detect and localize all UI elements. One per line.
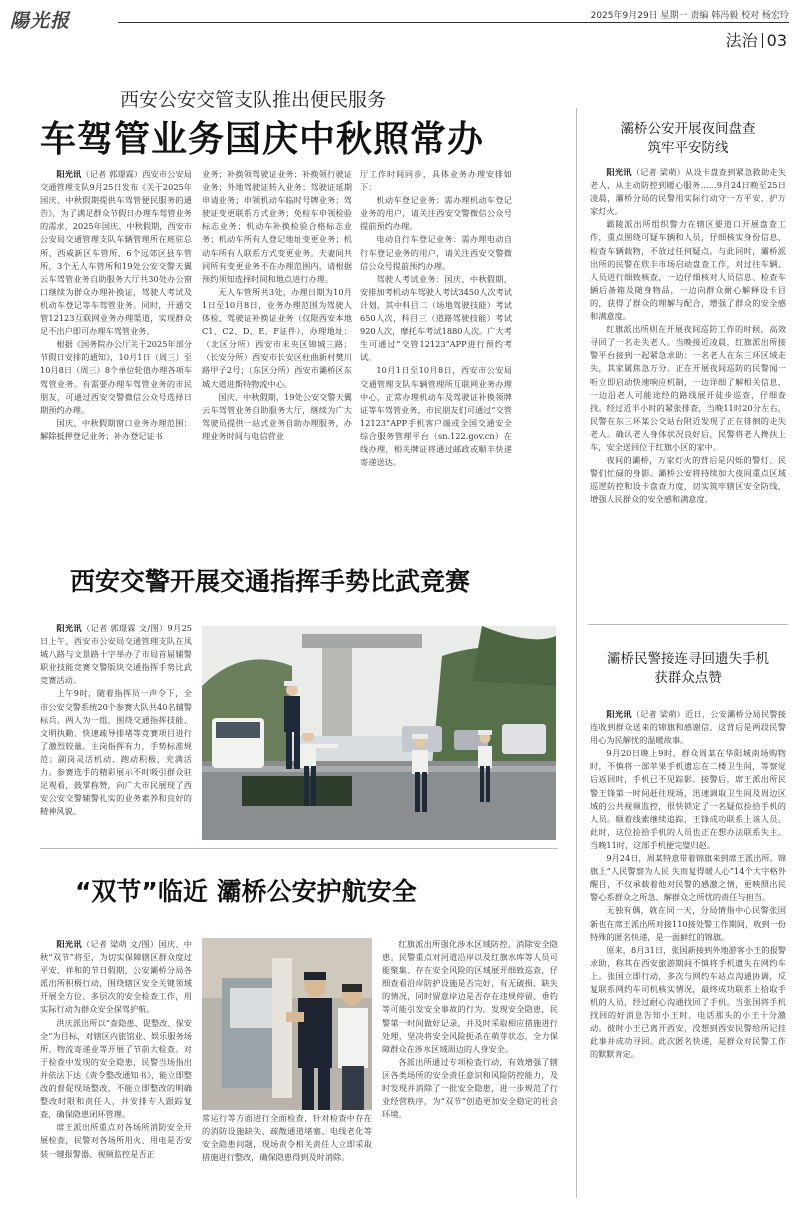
holiday-column-2 (202, 1112, 372, 1200)
contest-paragraph: 9月25日上午，西安市公安局交通管理支队在凤城八路与文景路十字举办了市局首届辅警职业技能竞赛交警版块交通指挥手势比武竞赛活动。 (40, 623, 192, 686)
side2-paragraph: 9月24日，周某特意带着锦旗来到席王派出所。锦旗上“人民警察为人民 失而复得暖人心”14个大字格外醒目，不仅承载着他对民警的感激之情，更映照出民警心系群众之所急、解群众之所忧的责任与担当。 (590, 853, 786, 903)
side2-paragraph: 原来，8月31日，张国新接到外地游客小王的报警求助，称其在西安旅游期间不慎将手机遗失在网约车上。张国立即行动，多次与网约车站点沟通协调，反复联系网约车司机核实情况，最终成功联系上拾取手机的人员，经过耐心沟通找回了手机。当张国将手机找回的好消息告知小王时，电话那头的小王十分激动。彼时小王已离开西安，没想到西安民警给所记挂此事并成功寻回。此次匿名快递，是群众对民警工作的默默肯定。 (590, 944, 786, 1060)
lead-paragraph: 驾驶人考试业务：国庆、中秋假期，安排加考机动车驾驶人考试3450人次考试计划，其中科目二（场地驾驶技能）考试650人次，科目三（道路驾驶技能）考试920人次，摩托车考试1880人次。广大考生可通过“交管12123”APP进行预约考试。 (360, 273, 512, 363)
traffic-police-photo (202, 626, 556, 840)
inspection-photo (202, 938, 372, 1110)
lead-paragraph: 电动自行车登记业务：需办理电动自行车登记业务的用户，请关注西安交警微信公众号提前预约办理。 (360, 234, 512, 271)
page-number: 03 (766, 31, 787, 50)
side1-paragraph: 霸陵派出所组织警力在辖区要道口开展盘查工作，重点围绕可疑车辆和人员，仔细核实身份信息、检查车辆载物，不放过任何疑点。与此同时，灞桥派出所的民警在欣丰市场启动盘查工作，对过往车辆、人员进行细致核查，一边仔细核对人员信息、检查车辆后备箱及随身物品，一边向群众耐心解释设卡目的，获得了群众的理解与配合，增强了群众的安全感和满意度。 (590, 219, 786, 322)
side2-body (590, 708, 786, 1200)
holiday-paragraph: 席王派出所重点对各场所消防安全开展检查，民警对各场所用火、用电是否安装一键报警器、视频监控是否正 (40, 1122, 192, 1159)
contest-headline: 西安交警开展交通指挥手势比武竞赛 (70, 567, 471, 596)
contest-paragraph: 上午9时，随着指挥员一声令下，全市公安交警系统20个参赛大队共40名辅警标兵，两人为一组，围绕交通指挥技能、文明执勤、快速疏导排堵等竞赛项目进行了激烈较量。主岗指挥有力，手势标准规范；副岗灵活机动、跑动积极，充满活力。参赛选手的精彩展示不时吸引群众驻足观看，鼓掌称赞，向广大市民展现了西安公安交警辅警扎实的业务素养和良好的精神风貌。 (40, 688, 192, 817)
side2-headline-line2: 获群众点赞 (654, 670, 722, 686)
side1-headline-line1: 灞桥公安开展夜间盘查 (620, 121, 756, 137)
side2-paragraph: 9月20日晚上9时，群众周某在华阳城南场购物时，不慎将一部苹果手机遗忘在二楼卫生间，等察觉后返回时，手机已不见踪影。接警后，席王派出所民警王锋第一时间赶往现场，迅速调取卫生间及周边区域的公共视频监控，很快锁定了一名疑似捡拾手机的人员。顺着线索继续追踪，王锋成功联系上该人员。此时，这位捡拾手机的人员也正在想办法联系失主。当晚11时，这部手机便完璧归赵。 (590, 748, 786, 850)
lead-byline-note: （记者 郭璟霖） (81, 169, 143, 179)
section-name: 法治 (725, 31, 758, 50)
lead-paragraph: 根据《国务院办公厅关于2025年部分节假日安排的通知》，10月1日（周三）至10月8日（周三）8个单位轮值办理各项车驾管业务。有需要办理车驾管业务的市民朋友，可通过西安交警微信公众号选择日期预约办理。 (40, 339, 192, 415)
lead-paragraph: 厅工作时间同步，具体业务办理安排如下： (360, 169, 512, 193)
section-rule (40, 848, 558, 849)
lead-paragraph: 10月1日至10月8日，西安市公安局交通管理支队车辆管理所互联网业务办理中心，正常办理机动车及驾驶证补换领牌证等车驾管业务，市民朋友们可通过“交管12123”APP手机客户端或全国交通安全综合服务管理平台（sn.122.gov.cn）在线办理，相关牌证将通过邮政或顺丰快递寄递送达。 (360, 365, 512, 468)
side2-byline: 阳光讯 (606, 709, 632, 719)
side2-paragraph: 无独有偶，就在同一天，分局情指中心民警张国新也在席王派出所对接110接处警工作期间，收到一份特殊的匿名快递，是一面鲜红的锦旗。 (590, 905, 786, 942)
lead-paragraph: 国庆、中秋假期，19处公安交警天翼云车驾管业务自助服务大厅，继续为广大驾驶员提供一站式业务自助办理服务，办理业务时间与电信营业 (202, 391, 352, 441)
holiday-paragraph: 红旗派出所强化涉水区域防控，消除安全隐患。民警重点对河道沿岸以及红旗水库等人员可能聚集、存在安全风险的区域展开细致巡查，仔细查看沿岸防护设施是否完好，有无破损、缺失的情况，同时留意岸边是否存在违规停留、垂钓等可能引发安全事故的行为。发现安全隐患，民警第一时间做好记录，并及时采取相应措施进行处理，坚决将安全风险扼杀在萌芽状态，全力保障群众在涉水区域周边的人身安全。 (382, 939, 558, 1054)
holiday-headline: “双节”临近 灞桥公安护航安全 (75, 877, 417, 906)
lead-paragraph: 无人车管所共3处，办理日期为10月1日至10月8日，业务办理范围为驾驶人体检、驾驶证补换证业务（仅限西安本地C1、C2、D、E、F证件），办理地址：（北区分所）西安市未央区锦城三路；（长安分所）西安市长安区杜曲新村樊川路甲子2号；（东区分所）西安市灞桥区东城大道进斯特物流中心。 (202, 286, 352, 389)
newspaper-logo: 陽光报 (10, 10, 71, 32)
side1-byline: 阳光讯 (606, 167, 632, 177)
lead-column-1 (40, 168, 192, 526)
lead-paragraph: 业务；补换领驾驶证业务；补换领行驶证业务；外地驾驶证转入业务；驾驶证延期申请业务；申领机动车临时号牌业务；驾驶证变更联系方式业务；免检车申领检验标志业务；机动车补换检验合格标志业务；机动车所有人登记地址变更业务；机动车所有人联系方式变更业务。夫妻间共同所有变更业务不在办理范围内，请根据预约须知选择时间和地点进行办理。 (202, 169, 352, 284)
lead-column-3 (360, 168, 512, 526)
side1-paragraph: 红旗派出所则在开展夜间巡防工作的时候，高效寻回了一名走失老人。当晚接近凌晨，红旗派出所接警平台接到一起紧急求助：一名老人在东三环区域走失，其家属焦急万分。正在开展夜间巡防的民警闻一听立即启动快速响应机制，一边详细了解相关信息，一边沿老人可能途经的路线展开徒步巡查，仔细查找。经过近半小时的紧张排查，当晚11时20分左右，民警在东三环某公交站台附近发现了正在徘徊的走失老人。确认老人身体状况良好后，民警将老人搀扶上车，安全送回位于红旗小区的家中。 (590, 324, 786, 452)
side1-body (590, 166, 786, 612)
lead-kicker: 西安公安交管支队推出便民服务 (120, 89, 387, 111)
holiday-column-3 (382, 938, 558, 1200)
lead-paragraph: 国庆、中秋假期窗口业务办理范围：解除抵押登记业务；补办登记证书 (40, 417, 192, 441)
lead-paragraph: 机动车登记业务：需办理机动车登记业务的用户，请关注西安交警微信公众号提前预约办理。 (360, 195, 512, 232)
side1-headline (588, 120, 788, 158)
lead-headline: 车驾管业务国庆中秋照常办 (40, 119, 485, 160)
holiday-paragraph: 常运行等方面进行全面检查，针对检查中存在的消防设施缺失、疏散通道堵塞、电线老化等安全隐患问题，现场责令相关责任人立即采取措施进行整改，确保隐患得到及时消除。 (202, 1113, 372, 1163)
side2-paragraph: 近日，公安灞桥分局民警接连收到群众送来的锦旗和感谢信，这背后是两段民警用心为民解忧的温暖故事。 (590, 709, 786, 746)
section-label (726, 28, 787, 51)
contest-byline: 阳光讯 (56, 623, 82, 633)
holiday-column-1 (40, 938, 192, 1200)
side1-paragraph: 夜间的灞桥，万家灯火的背后是闪烁的警灯、民警们忙碌的身影。灞桥公安将持续加大夜间重点区域巡逻防控和设卡盘查力度，切实筑牢辖区安全防线，增强人民群众的安全感和满意度。 (590, 455, 786, 505)
side2-byline-note: （记者 梁萌） (631, 709, 686, 719)
holiday-byline: 阳光讯 (56, 939, 82, 949)
holiday-paragraph: 洪庆派出所以“查隐患、促整改、保安全”为目标，对辖区内旅馆业、娱乐服务场所、物流寄递业等开展了节前大检查。对于检查中发现的安全隐患，民警当场指出并依法下达《责令整改通知书》，能立即整改的督促现场整改，不能立即整改的明确整改时限和责任人，并安排专人跟踪复查，确保隐患闭环管理。 (40, 1017, 192, 1120)
side-rule (588, 624, 788, 625)
lead-column-2 (202, 168, 352, 526)
masthead-rule (118, 22, 789, 23)
holiday-paragraph: 国庆、中秋“双节”将至，为切实保障辖区群众度过平安、祥和的节日假期，公安灞桥分局各派出所积极行动，围绕辖区安全关键领域开展全方位、多层次的安全检查工作，用实际行动为群众安全保驾护航。 (40, 939, 192, 1015)
contest-body (40, 622, 192, 842)
side1-paragraph: 从设卡盘查到紧急救助走失老人，从主动防控到暖心服务……9月24日晚至25日凌晨，灞桥分局的民警用实际行动守一方平安、护万家灯火。 (590, 167, 786, 217)
side1-byline-note: （记者 梁萌） (631, 167, 686, 177)
contest-byline-note: （记者 郭璟霖 文/图） (81, 623, 168, 633)
lead-byline: 阳光讯 (56, 169, 82, 179)
holiday-paragraph: 各派出所通过专项检查行动，有效增强了辖区各类场所的安全责任意识和风险防控能力，及时发现并消除了一批安全隐患，进一步规范了行业经营秩序，为“双节”创造更加安全稳定的社会环境。 (382, 1056, 558, 1120)
lead-paragraph: 西安市公安局交通管理支队9月25日发布《关于2025年国庆、中秋假期提供车驾管便民服务的通告》，为了满足群众节假日办理车驾管业务的需求，2025年国庆、中秋假期，西安市公安局交通管理支队车辆管理所在班驻总所、西咸新区车管所、6个远郊区县车管所，3个无人车管所和19处公安交警天翼云车驾管业务自助服务大厅共30处办公窗口继续为群众办理补换证，驾驶人考试及机动车登记等车驾管业务。同时，开通交管12123互联网业务办理渠道，实现群众足不出户即可办理车驾管业务。 (40, 169, 192, 337)
section-divider (762, 33, 763, 48)
side2-headline (588, 650, 788, 688)
holiday-byline-note: （记者 梁萌 文/图） (81, 939, 159, 949)
side2-headline-line1: 灞桥民警接连寻回遗失手机 (607, 651, 769, 667)
side1-headline-line2: 筑牢平安防线 (647, 140, 729, 156)
column-divider (576, 108, 577, 1198)
issue-info: 2025年9月29日 星期一 责编 韩冯毅 校对 杨宏玲 (590, 11, 789, 21)
